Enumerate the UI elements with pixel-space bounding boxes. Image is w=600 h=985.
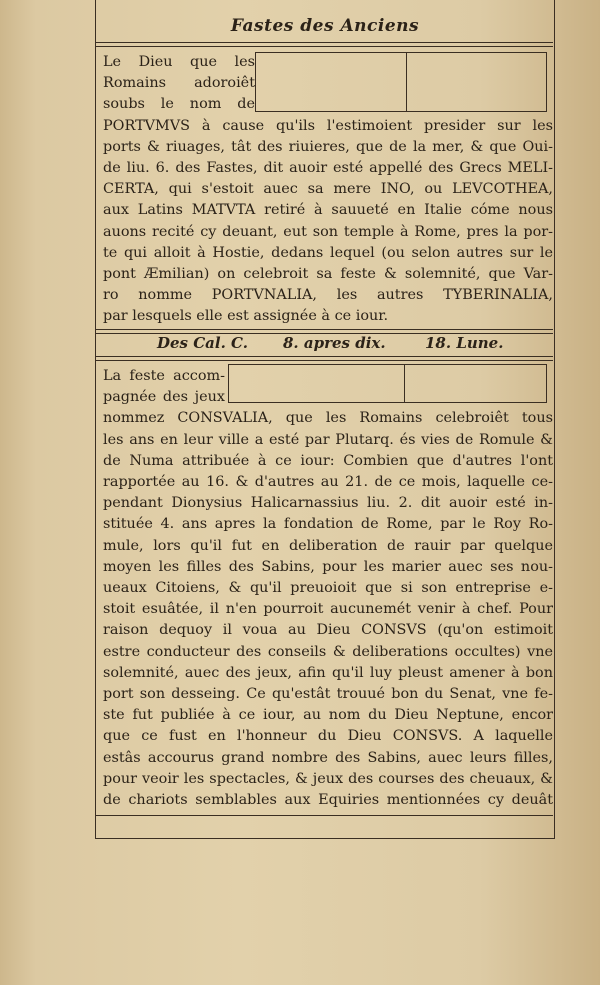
text-line: estre conducteur des conseils & deliberations occultes) vne — [103, 643, 553, 660]
text-line: pendant Dionysius Halicarnassius liu. 2. dit auoir esté in- — [103, 495, 553, 512]
header-rule — [95, 46, 553, 47]
text-line: de Numa attribuée à ce iour: Combien que d'autres l'ont — [103, 452, 553, 469]
text-block-portunalia — [103, 52, 553, 328]
footer-rule — [95, 815, 553, 816]
text-line: ste fut publiée à ce iour, au nom du Dieu Neptune, encor — [103, 707, 553, 724]
text-line: pour veoir les spectacles, & jeux des courses des cheuaux, & — [103, 770, 553, 787]
text-line: stoit esuâtée, il n'en pourroit aucunemét venir à chef. Pour — [103, 601, 553, 618]
text-line: les ans en leur ville a esté par Plutarq. és vies de Romule & — [103, 431, 553, 448]
text-line: Le Dieu que les — [103, 54, 255, 70]
section-rule — [95, 329, 553, 330]
text-line: aux Latins MATVTA retiré à sauueté en Italie cóme nous — [103, 202, 553, 219]
text-line: estâs accourus grand nombre des Sabins, auec leurs filles, — [103, 749, 553, 766]
running-head: Fastes des Anciens — [230, 16, 420, 36]
text-line: solemnité, auec des jeux, afin qu'il luy pleust amener à bon — [103, 664, 553, 681]
section-rule — [95, 356, 553, 357]
text-block-consualia — [103, 366, 553, 811]
text-line: ueaux Citoiens, & qu'il preuoioit que si son entreprise e- — [103, 580, 553, 597]
text-line: ro nomme PORTVNALIA, les autres TYBERINALIA, — [103, 287, 553, 304]
text-line: que ce fust en l'honneur du Dieu CONSVS. A laquelle — [103, 728, 553, 745]
header-rule — [95, 42, 553, 43]
text-line: rapportée au 16. & d'autres au 21. de ce mois, laquelle ce- — [103, 474, 553, 491]
date-calends: Des Cal. C. — [157, 334, 248, 352]
text-line: CERTA, qui s'estoit auec sa mere INO, ou LEVCOTHEA, — [103, 181, 553, 198]
text-line: raison dequoy il voua au Dieu CONSVS (qu'on estimoit — [103, 622, 553, 639]
text-line: PORTVMVS à cause qu'ils l'estimoient presider sur les — [103, 117, 553, 134]
section-rule — [95, 360, 553, 361]
text-line: moyen les filles des Sabins, pour les marier auec ses nou- — [103, 558, 553, 575]
date-heading — [95, 334, 553, 356]
text-line: La feste accom- — [103, 368, 225, 384]
date-after-ten: 8. apres dix. — [283, 334, 386, 352]
text-line: de chariots semblables aux Equiries mentionnées cy deuât — [103, 792, 553, 809]
text-line: par lesquels elle est assignée à ce iour. — [103, 308, 389, 325]
text-line: stituée 4. ans apres la fondation de Rome, par le Roy Ro- — [103, 516, 553, 533]
text-line: auons recité cy deuant, eut son temple à Rome, pres la por- — [103, 223, 553, 240]
text-line: pont Æmilian) on celebroit sa feste & solemnité, que Var- — [103, 266, 553, 283]
text-line: nommez CONSVALIA, que les Romains celebroiêt tous — [103, 410, 553, 427]
text-line: mule, lors qu'il fut en deliberation de rauir par quelque — [103, 537, 553, 554]
date-moon: 18. Lune. — [425, 334, 504, 352]
text-line: port son desseing. Ce qu'estât trouué bon du Senat, vne fe- — [103, 686, 553, 703]
text-line: ports & riuages, tât des riuieres, que de la mer, & que Oui- — [103, 138, 553, 155]
text-line: de liu. 6. des Fastes, dit auoir esté appellé des Grecs MELI- — [103, 160, 553, 177]
text-line: soubs le nom de — [103, 96, 255, 113]
text-line: pagnée des jeux — [103, 389, 225, 406]
text-line: Romains adoroiêt — [103, 75, 255, 92]
text-line: te qui alloit à Hostie, dedans lequel (ou selon autres sur le — [103, 244, 553, 261]
